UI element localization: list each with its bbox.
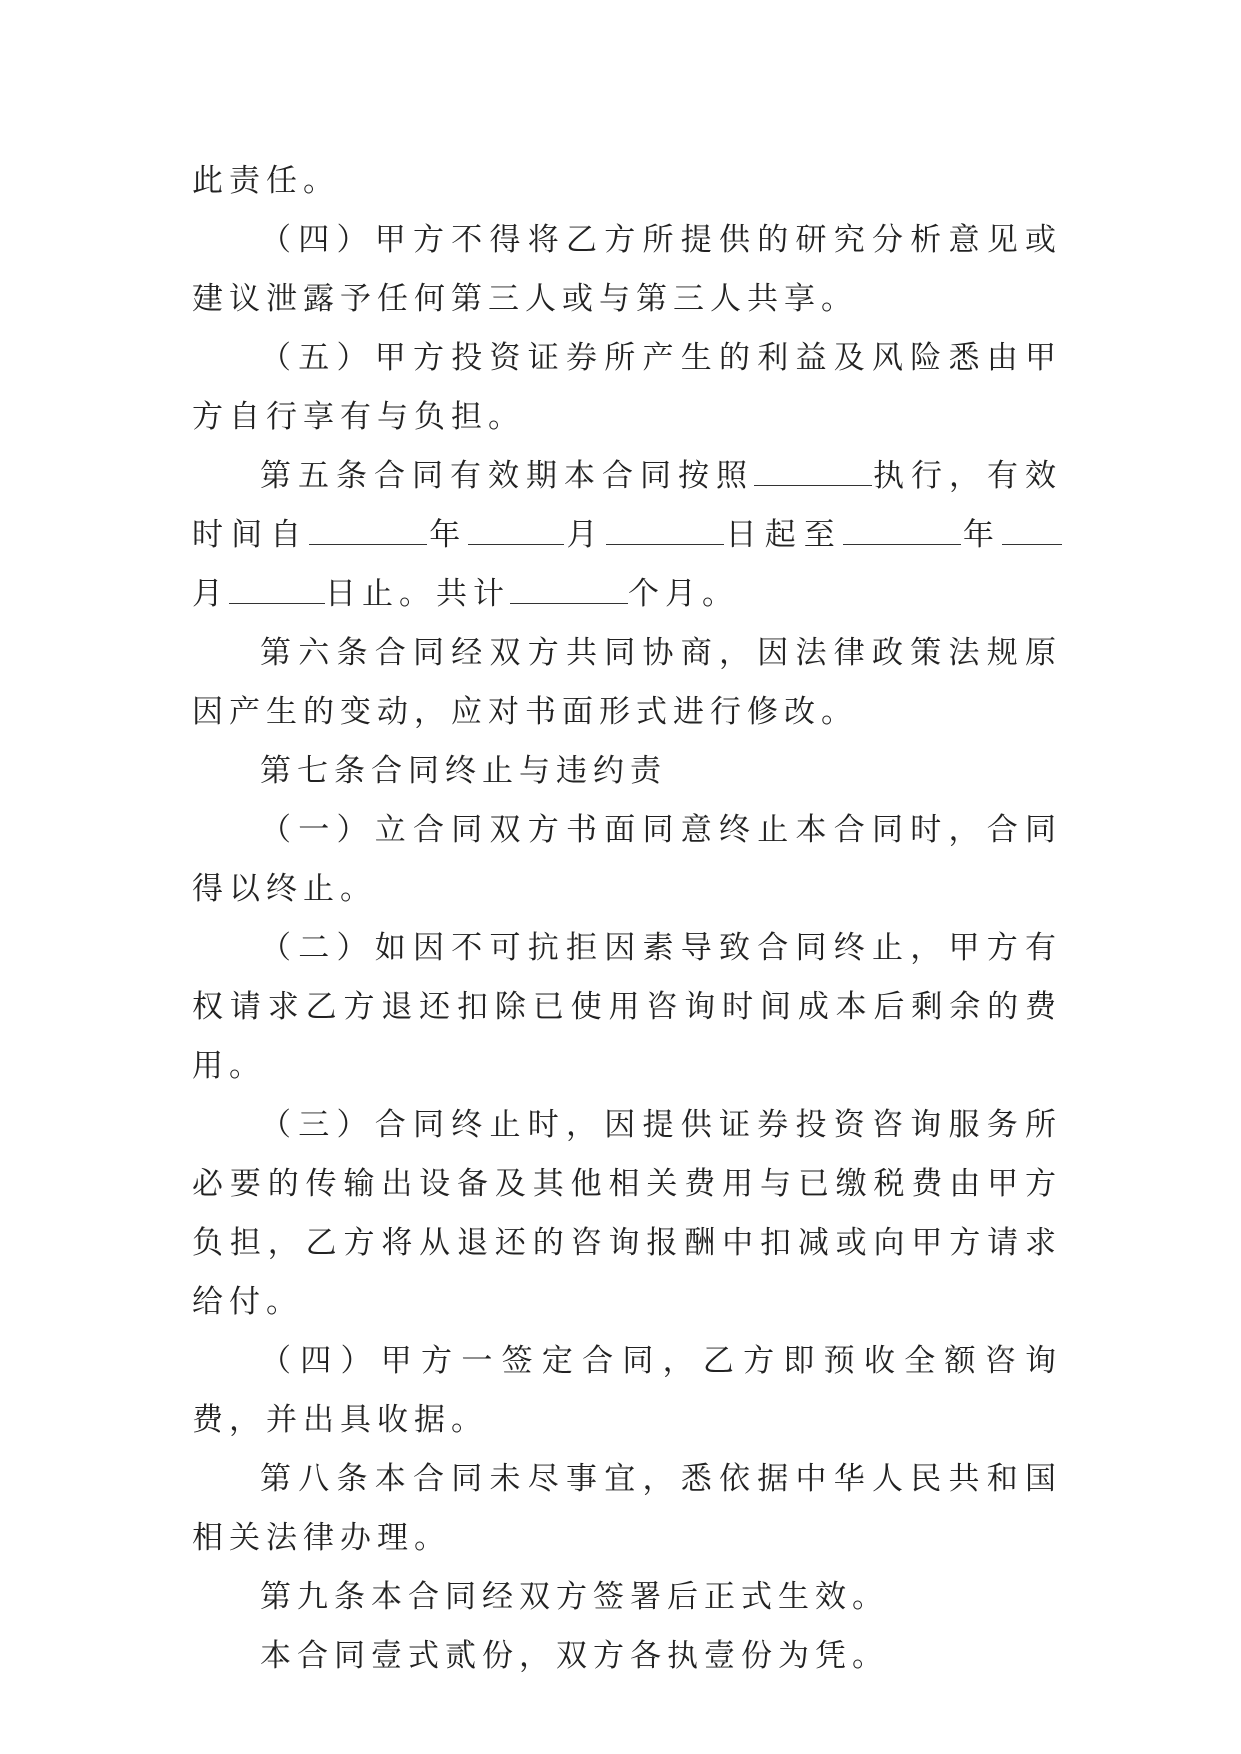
article-5-text-c: 年 bbox=[427, 517, 469, 553]
article-5-text-a: 第五条合同有效期本合同按照 bbox=[260, 458, 754, 494]
paragraph-article-5 bbox=[192, 447, 1062, 624]
duration-months-blank[interactable] bbox=[510, 573, 628, 604]
basis-blank[interactable] bbox=[754, 455, 872, 486]
start-month-blank[interactable] bbox=[468, 514, 564, 545]
paragraph-clause-7-3: （三）合同终止时，因提供证券投资咨询服务所必要的传输出设备及其他相关费用与已缴税费由甲方负担，乙方将从退还的咨询报酬中扣减或向甲方请求给付。 bbox=[192, 1107, 1062, 1320]
article-5-text-g: 月 bbox=[192, 576, 229, 612]
paragraph-article-7: 第七条合同终止与违约责 bbox=[260, 753, 667, 789]
paragraph-clause-7-2: （二）如因不可抗拒因素导致合同终止，甲方有权请求乙方退还扣除已使用咨询时间成本后剩余的费用。 bbox=[192, 930, 1062, 1084]
end-year-blank[interactable] bbox=[843, 514, 961, 545]
article-5-text-e: 日起至 bbox=[723, 517, 843, 553]
end-month-blank[interactable] bbox=[1002, 514, 1062, 545]
article-5-text-b: 执行，有效时间自 bbox=[192, 458, 1062, 553]
paragraph-clause-7-4: （四）甲方一签定合同，乙方即预收全额咨询费，并出具收据。 bbox=[192, 1343, 1062, 1438]
contract-body bbox=[192, 152, 1062, 1686]
paragraph-clause-4-4: （四）甲方不得将乙方所提供的研究分析意见或建议泄露予任何第三人或与第三人共享。 bbox=[192, 222, 1062, 317]
paragraph-clause-4-5: （五）甲方投资证券所产生的利益及风险悉由甲方自行享有与负担。 bbox=[192, 340, 1062, 435]
article-5-text-f: 年 bbox=[960, 517, 1003, 553]
paragraph-article-8: 第八条本合同未尽事宜，悉依据中华人民共和国相关法律办理。 bbox=[192, 1461, 1062, 1556]
article-5-text-d: 月 bbox=[564, 517, 606, 553]
end-day-blank[interactable] bbox=[229, 573, 325, 604]
article-5-text-i: 个月。 bbox=[628, 576, 739, 612]
paragraph-copies: 本合同壹式贰份，双方各执壹份为凭。 bbox=[260, 1638, 889, 1674]
article-5-text-h: 日止。共计 bbox=[325, 576, 510, 612]
start-day-blank[interactable] bbox=[606, 514, 724, 545]
paragraph-article-6: 第六条合同经双方共同协商，因法律政策法规原因产生的变动，应对书面形式进行修改。 bbox=[192, 635, 1062, 730]
paragraph-continuation: 此责任。 bbox=[192, 163, 340, 199]
paragraph-article-9: 第九条本合同经双方签署后正式生效。 bbox=[260, 1579, 889, 1615]
start-year-blank[interactable] bbox=[309, 514, 427, 545]
paragraph-clause-7-1: （一）立合同双方书面同意终止本合同时，合同得以终止。 bbox=[192, 812, 1062, 907]
